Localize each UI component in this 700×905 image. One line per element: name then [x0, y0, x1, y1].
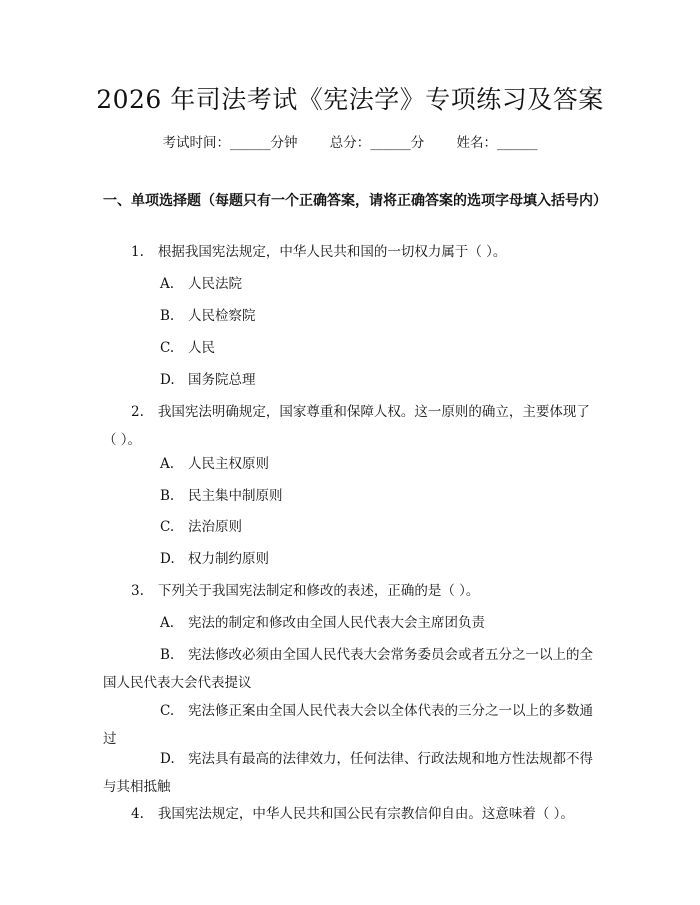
question-text: 我国宪法明确规定，国家尊重和保障人权。这一原则的确立，主要体现了（ ）。 [103, 404, 590, 448]
option-letter: A. [160, 456, 175, 472]
option-letter: C. [160, 340, 175, 356]
question-number: 1. [131, 244, 144, 260]
option-text: 国务院总理 [188, 372, 256, 388]
option-letter: B. [160, 488, 175, 504]
question-number: 4. [131, 806, 144, 822]
option-3d [103, 745, 601, 801]
option-letter: C. [160, 519, 175, 535]
option-letter: A. [160, 615, 175, 631]
option-text: 宪法的制定和修改由全国人民代表大会主席团负责 [188, 615, 485, 631]
option-text: 人民主权原则 [188, 456, 269, 472]
option-3a [160, 609, 485, 637]
option-text: 民主集中制原则 [188, 488, 283, 504]
option-1c [160, 334, 215, 362]
option-letter: D. [160, 372, 175, 388]
option-letter: D. [160, 751, 175, 767]
question-number: 2. [131, 404, 144, 420]
option-1a [160, 270, 242, 298]
option-text: 权力制约原则 [188, 551, 269, 567]
option-2b [160, 482, 283, 510]
option-text: 宪法修改必须由全国人民代表大会常务委员会或者五分之一以上的全国人民代表大会代表提议 [103, 647, 593, 691]
option-text: 宪法修正案由全国人民代表大会以全体代表的三分之一以上的多数通过 [103, 703, 593, 747]
exam-meta [0, 131, 700, 151]
option-1b [160, 302, 256, 330]
option-text: 法治原则 [188, 519, 242, 535]
option-text: 宪法具有最高的法律效力，任何法律、行政法规和地方性法规都不得与其相抵触 [103, 751, 593, 795]
option-2d [160, 545, 269, 573]
question-1 [103, 238, 603, 266]
option-letter: B. [160, 308, 175, 324]
option-text: 人民检察院 [188, 308, 256, 324]
question-number: 3. [131, 583, 144, 599]
option-letter: C. [160, 703, 175, 719]
question-text: 我国宪法规定，中华人民共和国公民有宗教信仰自由。这意味着（ ）。 [157, 806, 574, 822]
option-2a [160, 450, 269, 478]
question-3 [103, 577, 603, 605]
option-text: 人民法院 [188, 276, 242, 292]
question-text: 下列关于我国宪法制定和修改的表述，正确的是（ ）。 [157, 583, 480, 599]
option-1d [160, 366, 256, 394]
section-heading: 一、单项选择题（每题只有一个正确答案，请将正确答案的选项字母填入括号内） [103, 193, 607, 209]
option-text: 人民 [188, 340, 215, 356]
exam-time: 考试时间：______分钟 [162, 135, 298, 151]
question-4 [103, 800, 603, 828]
option-letter: B. [160, 647, 175, 663]
question-2 [103, 398, 603, 454]
exam-score: 总分：______分 [329, 135, 425, 151]
page-title: 2026 年司法考试《宪法学》专项练习及答案 [96, 85, 604, 114]
option-letter: D. [160, 551, 175, 567]
exam-name: 姓名：______ [456, 135, 538, 151]
option-letter: A. [160, 276, 175, 292]
option-3b [103, 641, 601, 697]
option-2c [160, 513, 242, 541]
question-text: 根据我国宪法规定，中华人民共和国的一切权力属于（ ）。 [157, 244, 507, 260]
